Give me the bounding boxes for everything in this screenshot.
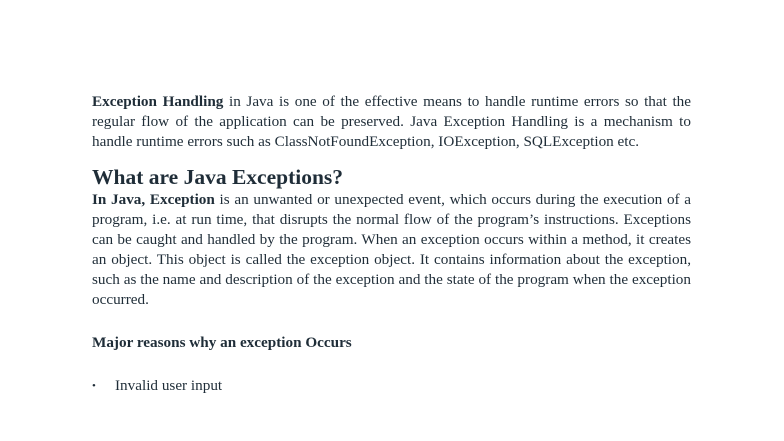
section-paragraph <box>92 190 691 310</box>
intro-text: in Java is one of the effective means to handle runtime errors so that the regular flow of the application can be preserved. Java Exception Handling is a mechanism to handle runtime errors such as ClassNotFoundException, IOException, SQLException etc. <box>92 93 692 150</box>
section-text: is an unwanted or unexpected event, which occurs during the execution of a program, i.e. at run time, that disrupts the normal flow of the program’s instructions. Exceptions can be caught and handled by the program. When an exception occurs within a method, it creates an object. This object is called the exception object. It contains information about the exception, such as the name and description of the exception and the state of the program when the exception occurred. <box>92 191 692 308</box>
intro-lead-term: Exception Handling <box>92 93 224 110</box>
intro-paragraph <box>92 92 691 152</box>
list-item <box>92 376 691 396</box>
section-lead-term: In Java, Exception <box>92 191 215 208</box>
document-page <box>92 92 691 396</box>
reasons-heading: Major reasons why an exception Occurs <box>92 334 352 351</box>
section-heading: What are Java Exceptions? <box>92 165 344 189</box>
bullet-icon: • <box>92 380 96 392</box>
list-item-text: Invalid user input <box>115 377 223 394</box>
reasons-list <box>92 376 691 396</box>
